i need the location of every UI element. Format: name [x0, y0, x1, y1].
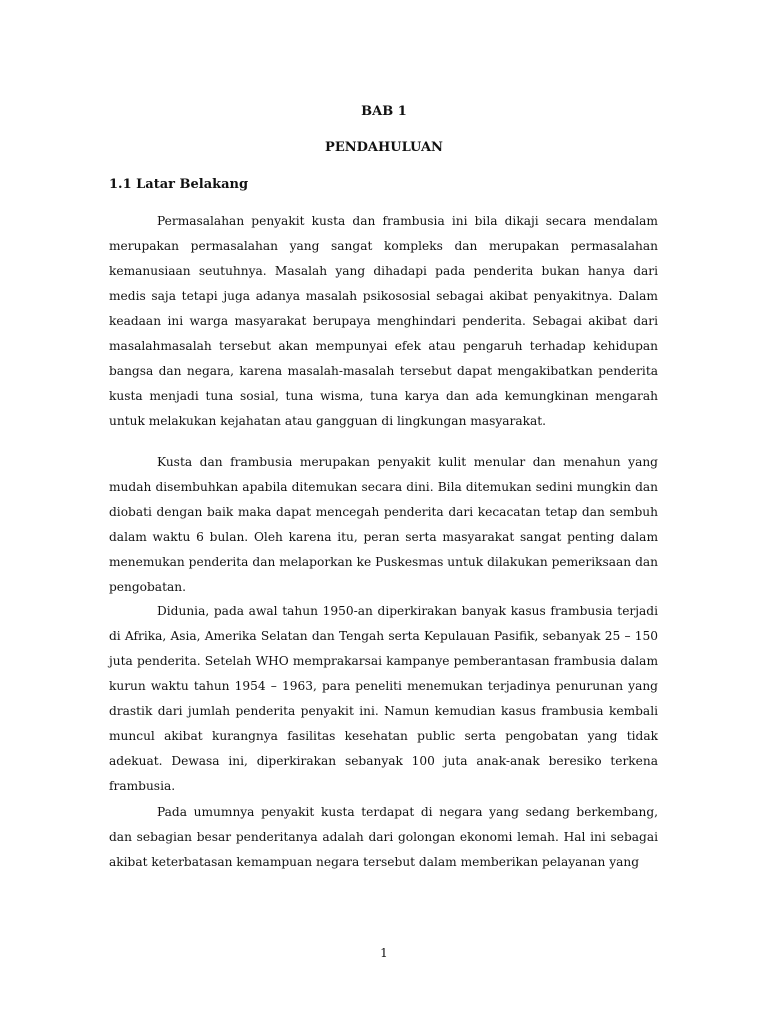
chapter-number-text: BAB 1 [361, 104, 407, 119]
paragraph-1: Permasalahan penyakit kusta dan frambusia ini bila dikaji secara mendalam merupakan permasalahan yang sangat kompleks dan merupakan permasalahan kemanusiaan seutuhnya. Masalah yang dihadapi pada penderita bukan hanya dari medis saja tetapi juga adanya masalah psikososial sebagai akibat penyakitnya. Dalam keadaan ini warga masyarakat berupaya menghindari penderita. Sebagai akibat dari masalahmasalah tersebut akan mempunyai efek atau pengaruh terhadap kehidupan bangsa dan negara, karena masalah-masalah tersebut dapat mengakibatkan penderita kusta menjadi tuna sosial, tuna wisma, tuna karya dan ada kemungkinan mengarah untuk melakukan kejahatan atau gangguan di lingkungan masyarakat. [109, 214, 658, 428]
section-heading: 1.1 Latar Belakang [109, 177, 249, 192]
paragraph-2: Kusta dan frambusia merupakan penyakit kulit menular dan menahun yang mudah disembuhkan apabila ditemukan secara dini. Bila ditemukan sedini mungkin dan diobati dengan baik maka dapat mencegah penderita dari kecacatan tetap dan sembuh dalam waktu 6 bulan. Oleh karena itu, peran serta masyarakat sangat penting dalam menemukan penderita dan melaporkan ke Puskesmas untuk dilakukan pemeriksaan dan pengobatan. [109, 455, 658, 594]
chapter-title [0, 140, 768, 155]
chapter-title-text: PENDAHULUAN [325, 140, 443, 155]
paragraph-4: Pada umumnya penyakit kusta terdapat di negara yang sedang berkembang, dan sebagian besar penderitanya adalah dari golongan ekonomi lemah. Hal ini sebagai akibat keterbatasan kemampuan negara tersebut dalam memberikan pelayanan yang [109, 805, 658, 869]
page-number: 1 [380, 946, 388, 960]
chapter-number [0, 104, 768, 119]
paragraph-3: Didunia, pada awal tahun 1950-an diperkirakan banyak kasus frambusia terjadi di Afrika, Asia, Amerika Selatan dan Tengah serta Kepulauan Pasifik, sebanyak 25 – 150 juta penderita. Setelah WHO memprakarsai kampanye pemberantasan frambusia dalam kurun waktu tahun 1954 – 1963, para peneliti menemukan terjadinya penurunan yang drastik dari jumlah penderita penyakit ini. Namun kemudian kasus frambusia kembali muncul akibat kurangnya fasilitas kesehatan public serta pengobatan yang tidak adekuat. Dewasa ini, diperkirakan sebanyak 100 juta anak-anak beresiko terkena frambusia. [109, 604, 658, 793]
